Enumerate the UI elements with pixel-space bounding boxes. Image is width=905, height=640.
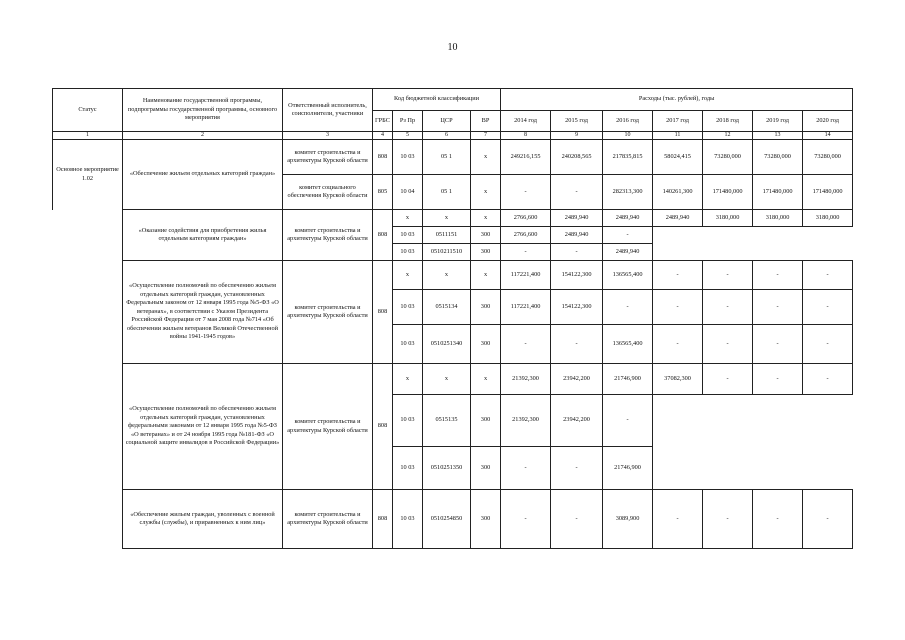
budget-table xyxy=(52,88,853,549)
value-cell: 140261,300 xyxy=(653,175,703,210)
status-blank xyxy=(53,210,123,549)
grbs-cell: 808 xyxy=(373,140,393,175)
value-cell: - xyxy=(753,364,803,395)
header-year: 2020 год xyxy=(803,111,853,132)
column-number: 7 xyxy=(471,132,501,140)
value-cell: 249216,155 xyxy=(501,140,551,175)
vr-cell: х xyxy=(471,175,501,210)
rzpr-cell: 10 03 xyxy=(393,395,423,447)
csr-cell: х xyxy=(423,364,471,395)
column-number: 3 xyxy=(283,132,373,140)
value-cell: - xyxy=(753,490,803,549)
rzpr-cell: 10 03 xyxy=(393,325,423,364)
value-cell: - xyxy=(703,261,753,290)
value-cell: - xyxy=(753,290,803,325)
value-cell: - xyxy=(803,325,853,364)
column-number: 4 xyxy=(373,132,393,140)
rzpr-cell: 10 03 xyxy=(393,447,423,490)
csr-cell: 0515135 xyxy=(423,395,471,447)
value-cell: 73280,000 xyxy=(703,140,753,175)
value-cell: - xyxy=(653,325,703,364)
csr-cell: х xyxy=(423,261,471,290)
column-number: 10 xyxy=(603,132,653,140)
value-cell: 2489,940 xyxy=(603,210,653,227)
rzpr-cell: 10 03 xyxy=(393,244,423,261)
rzpr-cell: 10 04 xyxy=(393,175,423,210)
value-cell: 21746,900 xyxy=(603,364,653,395)
header-csr: ЦСР xyxy=(423,111,471,132)
value-cell: 217835,815 xyxy=(603,140,653,175)
value-cell: 2489,940 xyxy=(603,244,653,261)
header-grbs: ГРБС xyxy=(373,111,393,132)
csr-cell: 0515134 xyxy=(423,290,471,325)
header-name: Наименование государственной программы, подпрограммы государственной программы, основного мероприятия xyxy=(123,89,283,132)
value-cell: 2489,940 xyxy=(551,210,603,227)
measure-name: «Обеспечение жильем граждан, уволенных с военной службы (службы), и приравненных к ним лиц» xyxy=(123,490,283,549)
measure-name: «Осуществление полномочий по обеспечению жильем отдельных категорий граждан, установленных федеральными законами от 12 января 1995 года №5-ФЗ «О ветеранах» и от 24 ноября 1995 года №181-ФЗ «О социальной защите инвалидов в Российской Федерации» xyxy=(123,364,283,490)
value-cell: 171480,000 xyxy=(703,175,753,210)
value-cell: - xyxy=(703,290,753,325)
grbs-cell: 808 xyxy=(373,261,393,364)
value-cell: - xyxy=(501,244,551,261)
csr-cell: 0510211510 xyxy=(423,244,471,261)
header-year: 2016 год xyxy=(603,111,653,132)
value-cell: 2766,600 xyxy=(501,210,551,227)
header-rzpr: Рз Пр xyxy=(393,111,423,132)
column-number: 13 xyxy=(753,132,803,140)
value-cell: - xyxy=(803,490,853,549)
header-status: Статус xyxy=(53,89,123,132)
column-number: 5 xyxy=(393,132,423,140)
measure-name: «Осуществление полномочий по обеспечению жильем отдельных категорий граждан, установленных Федеральным законом от 12 января 1995 года №5-ФЗ «О ветеранах», в соответствии с Указом Президента Российской Федерации от 7 мая 2008 года №714 «Об обеспечении жильем ветеранов Великой Отечественной войны 1941-1945 годов» xyxy=(123,261,283,364)
value-cell: 3180,000 xyxy=(803,210,853,227)
value-cell: - xyxy=(803,290,853,325)
vr-cell: х xyxy=(471,364,501,395)
value-cell: 23942,200 xyxy=(551,364,603,395)
value-cell: 3089,900 xyxy=(603,490,653,549)
value-cell: - xyxy=(551,325,603,364)
value-cell: 2766,600 xyxy=(501,227,551,244)
value-cell: - xyxy=(753,325,803,364)
value-cell: 117221,400 xyxy=(501,290,551,325)
csr-cell: х xyxy=(423,210,471,227)
grbs-cell: 808 xyxy=(373,490,393,549)
column-number: 12 xyxy=(703,132,753,140)
header-expenses: Расходы (тыс. рублей), годы xyxy=(501,89,853,111)
csr-cell: 0510254850 xyxy=(423,490,471,549)
table-row xyxy=(53,261,853,290)
rzpr-cell: х xyxy=(393,261,423,290)
header-year: 2014 год xyxy=(501,111,551,132)
table-row xyxy=(53,364,853,395)
table-row xyxy=(53,140,853,175)
value-cell: - xyxy=(803,261,853,290)
csr-cell: 0511151 xyxy=(423,227,471,244)
status-cell: Основное мероприятие 1.02 xyxy=(53,140,123,210)
rzpr-cell: х xyxy=(393,210,423,227)
value-cell: 21392,300 xyxy=(501,395,551,447)
value-cell: 37082,300 xyxy=(653,364,703,395)
value-cell: 23942,200 xyxy=(551,395,603,447)
responsible-cell: комитет строительства и архитектуры Курской области xyxy=(283,490,373,549)
vr-cell: 300 xyxy=(471,395,501,447)
value-cell: - xyxy=(551,175,603,210)
empty-cell xyxy=(653,395,853,490)
header-responsible: Ответственный исполнитель, соисполнители, участники xyxy=(283,89,373,132)
column-number: 11 xyxy=(653,132,703,140)
value-cell: 136565,400 xyxy=(603,325,653,364)
value-cell: - xyxy=(501,325,551,364)
value-cell: - xyxy=(803,364,853,395)
value-cell: 21746,900 xyxy=(603,447,653,490)
rzpr-cell: 10 03 xyxy=(393,290,423,325)
value-cell: 2489,940 xyxy=(551,227,603,244)
value-cell: 73280,000 xyxy=(753,140,803,175)
value-cell: 136565,400 xyxy=(603,261,653,290)
csr-cell: 0510251340 xyxy=(423,325,471,364)
responsible-cell: комитет строительства и архитектуры Курской области xyxy=(283,364,373,490)
vr-cell: 300 xyxy=(471,490,501,549)
header-year: 2019 год xyxy=(753,111,803,132)
value-cell: - xyxy=(703,364,753,395)
rzpr-cell: 10 03 xyxy=(393,490,423,549)
vr-cell: 300 xyxy=(471,290,501,325)
rzpr-cell: 10 03 xyxy=(393,140,423,175)
value-cell: - xyxy=(551,447,603,490)
grbs-cell: 805 xyxy=(373,175,393,210)
column-number: 9 xyxy=(551,132,603,140)
column-number: 14 xyxy=(803,132,853,140)
vr-cell: 300 xyxy=(471,227,501,244)
vr-cell: 300 xyxy=(471,325,501,364)
vr-cell: х xyxy=(471,261,501,290)
value-cell: 73280,000 xyxy=(803,140,853,175)
value-cell: - xyxy=(703,490,753,549)
value-cell: 3180,000 xyxy=(703,210,753,227)
value-cell: 171480,000 xyxy=(803,175,853,210)
value-cell: 2489,940 xyxy=(653,210,703,227)
value-cell: 3180,000 xyxy=(753,210,803,227)
empty-cell xyxy=(653,227,853,261)
column-number: 1 xyxy=(53,132,123,140)
value-cell: - xyxy=(501,447,551,490)
vr-cell: 300 xyxy=(471,447,501,490)
column-number: 2 xyxy=(123,132,283,140)
measure-name: «Оказание содействия для приобретения жилья отдельным категориям граждан» xyxy=(123,210,283,261)
header-year: 2018 год xyxy=(703,111,753,132)
value-cell: - xyxy=(653,290,703,325)
responsible-cell: комитет строительства и архитектуры Курской области xyxy=(283,261,373,364)
value-cell: 21392,300 xyxy=(501,364,551,395)
value-cell: - xyxy=(603,290,653,325)
vr-cell: 300 xyxy=(471,244,501,261)
measure-name: «Обеспечение жильем отдельных категорий граждан» xyxy=(123,140,283,210)
responsible-cell: комитет социального обеспечения Курской области xyxy=(283,175,373,210)
rzpr-cell: 10 03 xyxy=(393,227,423,244)
csr-cell: 05 1 xyxy=(423,175,471,210)
value-cell: 240208,565 xyxy=(551,140,603,175)
rzpr-cell: х xyxy=(393,364,423,395)
page-number: 10 xyxy=(447,42,458,53)
vr-cell: х xyxy=(471,140,501,175)
responsible-cell: комитет строительства и архитектуры Курской области xyxy=(283,140,373,175)
header-vr: ВР xyxy=(471,111,501,132)
column-number: 6 xyxy=(423,132,471,140)
value-cell: 171480,000 xyxy=(753,175,803,210)
value-cell: - xyxy=(653,490,703,549)
value-cell: - xyxy=(603,395,653,447)
responsible-cell: комитет строительства и архитектуры Курской области xyxy=(283,210,373,261)
value-cell: 282313,300 xyxy=(603,175,653,210)
grbs-cell: 808 xyxy=(373,210,393,261)
value-cell: - xyxy=(501,490,551,549)
header-budget-code: Код бюджетной классификации xyxy=(373,89,501,111)
value-cell: 154122,300 xyxy=(551,290,603,325)
value-cell: 58024,415 xyxy=(653,140,703,175)
vr-cell: х xyxy=(471,210,501,227)
value-cell: - xyxy=(551,244,603,261)
value-cell: 154122,300 xyxy=(551,261,603,290)
value-cell: - xyxy=(551,490,603,549)
header-year: 2015 год xyxy=(551,111,603,132)
grbs-cell: 808 xyxy=(373,364,393,490)
value-cell: - xyxy=(653,261,703,290)
column-number: 8 xyxy=(501,132,551,140)
value-cell: - xyxy=(703,325,753,364)
table-row xyxy=(53,490,853,549)
csr-cell: 05 1 xyxy=(423,140,471,175)
value-cell: - xyxy=(753,261,803,290)
value-cell: - xyxy=(603,227,653,244)
value-cell: 117221,400 xyxy=(501,261,551,290)
value-cell: - xyxy=(501,175,551,210)
table-row xyxy=(53,210,853,227)
csr-cell: 0510251350 xyxy=(423,447,471,490)
header-year: 2017 год xyxy=(653,111,703,132)
